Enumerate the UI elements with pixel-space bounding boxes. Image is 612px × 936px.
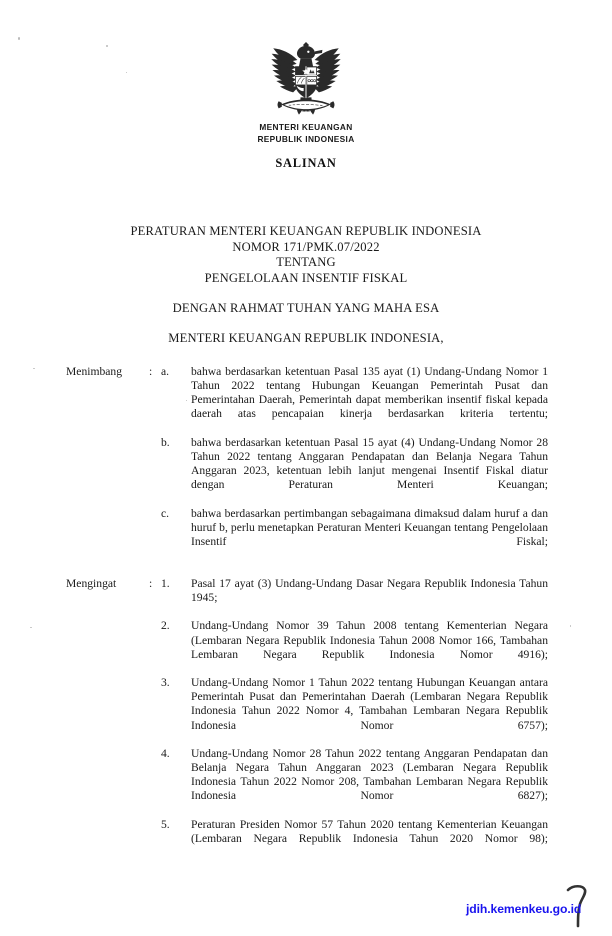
scan-speck	[570, 625, 571, 627]
garuda-pancasila-emblem	[267, 42, 345, 122]
copy-stamp: SALINAN	[275, 156, 337, 170]
mengingat-item-3	[66, 676, 548, 747]
mengingat-item-2	[66, 619, 548, 676]
mengingat-label: Mengingat	[66, 577, 117, 590]
mengingat-item-4	[66, 747, 548, 818]
ministry-name-line-1: MENTERI KEUANGAN	[259, 122, 353, 132]
item-marker: a.	[161, 365, 170, 378]
item-text: bahwa berdasarkan pertimbangan sebagaimana dimaksud dalam huruf a dan huruf b, perlu menetapkan Peraturan Menteri Keuangan tentang Pengelolaan Insentif Fiskal;	[191, 506, 548, 548]
item-marker: 3.	[161, 676, 170, 690]
item-text: Undang-Undang Nomor 39 Tahun 2008 tentang Kementerian Negara (Lembaran Negara Republik Indonesia Tahun 2008 Nomor 166, Tambahan Lembaran Negara Republik Indonesia Nomor 4916);	[191, 619, 548, 661]
menimbang-label: Menimbang	[66, 365, 123, 378]
item-text: Peraturan Presiden Nomor 57 Tahun 2020 tentang Kementerian Keuangan (Lembaran Negara Republik Indonesia Tahun 2020 Nomor 98);	[191, 817, 548, 845]
regulation-about-label: TENTANG	[276, 255, 336, 270]
blessing-line: DENGAN RAHMAT TUHAN YANG MAHA ESA	[172, 301, 440, 316]
scan-speck	[33, 368, 35, 369]
document-header	[0, 42, 612, 171]
mengingat-section	[66, 577, 548, 860]
item-text: Pasal 17 ayat (3) Undang-Undang Dasar Negara Republik Indonesia Tahun 1945;	[191, 577, 548, 605]
mengingat-item-5	[66, 818, 548, 860]
item-marker: 1.	[161, 577, 170, 590]
regulation-title-line-1: PERATURAN MENTERI KEUANGAN REPUBLIK INDONESIA	[130, 224, 482, 238]
scan-speck	[30, 627, 32, 628]
item-text: Undang-Undang Nomor 1 Tahun 2022 tentang Hubungan Keuangan antara Pemerintah Pusat dan Pemerintahan Daerah (Lembaran Negara Republik Indonesia Tahun 2022 Nomor 4, Tambahan Lembaran Negara Republik Indonesia Nomor 6757);	[191, 676, 548, 732]
item-marker: c.	[161, 506, 170, 520]
item-text: Undang-Undang Nomor 28 Tahun 2022 tentang Anggaran Pendapatan dan Belanja Negara Tahun Anggaran 2023 (Lembaran Negara Republik Indonesia Tahun 2022 Nomor 208, Tambahan Lembaran Negara Republik Indonesia Nomor 6827);	[191, 746, 548, 803]
scan-speck	[18, 37, 20, 40]
item-marker: b.	[161, 435, 170, 449]
item-marker: 5.	[161, 817, 170, 831]
item-marker: 4.	[161, 746, 170, 760]
mengingat-colon: :	[149, 577, 153, 590]
menimbang-item-a	[66, 365, 548, 436]
menimbang-item-c	[66, 507, 548, 564]
mengingat-item-1	[66, 577, 548, 619]
issuing-authority: MENTERI KEUANGAN REPUBLIK INDONESIA,	[168, 330, 444, 345]
menimbang-item-b	[66, 436, 548, 507]
item-text: bahwa berdasarkan ketentuan Pasal 15 ayat (4) Undang-Undang Nomor 28 Tahun 2022 tentang Anggaran Pendapatan dan Belanja Negara Tahun Anggaran 2023, ketentuan lebih lanjut mengenai Insentif Fiskal diatur dengan Peraturan Menteri Keuangan;	[191, 435, 548, 492]
item-marker: 2.	[161, 619, 170, 633]
regulation-subject: PENGELOLAAN INSENTIF FISKAL	[204, 270, 408, 285]
menimbang-colon: :	[149, 365, 153, 378]
menimbang-section	[66, 365, 548, 563]
ministry-name-line-2: REPUBLIK INDONESIA	[257, 133, 355, 144]
regulation-number: NOMOR 171/PMK.07/2022	[232, 239, 380, 254]
regulation-title-block	[0, 224, 612, 347]
item-text: bahwa berdasarkan ketentuan Pasal 135 ayat (1) Undang-Undang Nomor 1 Tahun 2022 tentang Hubungan Keuangan Pemerintah Pusat dan Pemerintahan Daerah, Pemerintah dapat memberikan insentif fiskal kepada daerah atas pencapaian kinerja berdasarkan kriteria tertentu;	[191, 365, 548, 421]
jdih-watermark-url[interactable]: jdih.kemenkeu.go.id	[466, 902, 582, 916]
